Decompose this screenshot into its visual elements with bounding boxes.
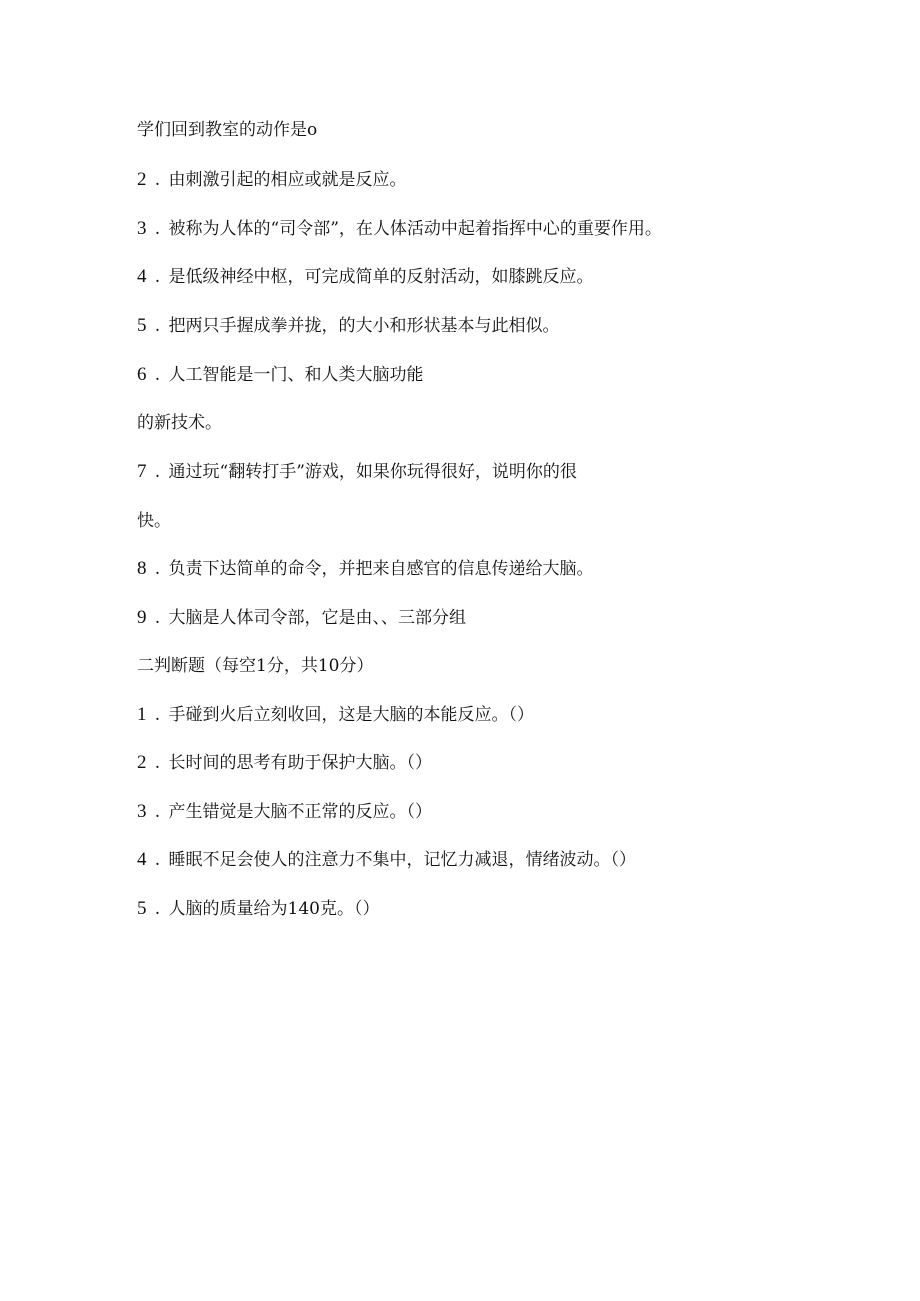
question-text: 睡眠不足会使人的注意力不集中，记忆力减退，情绪波动。（） (168, 850, 636, 870)
judgment-2: 2 . 长时间的思考有助于保护大脑。（） (137, 752, 432, 773)
question-number: 1 (137, 704, 147, 725)
question-text: 人工智能是一门、和人类大脑功能 (168, 365, 424, 385)
line-text: 快。 (137, 511, 171, 531)
question-text: 长时间的思考有助于保护大脑。（） (168, 753, 432, 773)
section-heading-judgment (137, 654, 373, 678)
text-line-continuation (137, 118, 317, 142)
judgment-5: 5 . 人脑的质量给为140克。（） (137, 898, 380, 919)
question-7-continuation (137, 509, 171, 533)
question-text: 把两只手握成拳并拢，的大小和形状基本与此相似。 (168, 316, 560, 336)
question-5: 5 . 把两只手握成拳并拢，的大小和形状基本与此相似。 (137, 315, 560, 336)
question-8: 8 . 负责下达简单的命令，并把来自感官的信息传递给大脑。 (137, 558, 594, 579)
question-number: 5 (137, 315, 147, 336)
judgment-1: 1 . 手碰到火后立刻收回，这是大脑的本能反应。（） (137, 704, 534, 725)
question-number: 8 (137, 558, 147, 579)
question-number: 3 (137, 218, 147, 239)
question-text: 由刺激引起的相应或就是反应。 (168, 170, 407, 190)
question-text: 产生错觉是大脑不正常的反应。（） (168, 802, 432, 822)
question-number: 2 (137, 752, 147, 773)
question-6-continuation (137, 411, 222, 435)
question-text: 负责下达简单的命令，并把来自感官的信息传递给大脑。 (168, 559, 594, 579)
question-number: 7 (137, 461, 147, 482)
question-number: 4 (137, 266, 147, 287)
question-9: 9 . 大脑是人体司令部，它是由、、三部分组 (137, 607, 466, 628)
question-6: 6 . 人工智能是一门、和人类大脑功能 (137, 364, 424, 385)
question-number: 5 (137, 898, 147, 919)
line-text: 学们回到教室的动作是o (137, 120, 318, 140)
question-3: 3 . 被称为人体的“司令部”，在人体活动中起着指挥中心的重要作用。 (137, 218, 662, 239)
question-text: 通过玩“翻转打手”游戏，如果你玩得很好，说明你的很 (168, 462, 577, 482)
question-text: 是低级神经中枢，可完成简单的反射活动，如膝跳反应。 (168, 267, 594, 287)
question-text: 人脑的质量给为140克。（） (168, 899, 380, 919)
question-text: 被称为人体的“司令部”，在人体活动中起着指挥中心的重要作用。 (168, 219, 662, 239)
question-number: 6 (137, 364, 147, 385)
question-text: 大脑是人体司令部，它是由、、三部分组 (168, 608, 466, 628)
question-number: 9 (137, 607, 147, 628)
question-number: 2 (137, 169, 147, 190)
question-number: 4 (137, 849, 147, 870)
line-text: 的新技术。 (137, 413, 222, 433)
judgment-3: 3 . 产生错觉是大脑不正常的反应。（） (137, 801, 432, 822)
judgment-4: 4 . 睡眠不足会使人的注意力不集中，记忆力减退，情绪波动。（） (137, 849, 636, 870)
question-2: 2 . 由刺激引起的相应或就是反应。 (137, 169, 407, 190)
question-7: 7 . 通过玩“翻转打手”游戏，如果你玩得很好，说明你的很 (137, 461, 577, 482)
question-text: 手碰到火后立刻收回，这是大脑的本能反应。（） (168, 705, 534, 725)
question-number: 3 (137, 801, 147, 822)
question-4: 4 . 是低级神经中枢，可完成简单的反射活动，如膝跳反应。 (137, 266, 594, 287)
section-title: 二判断题（每空1分，共10分） (137, 656, 374, 676)
